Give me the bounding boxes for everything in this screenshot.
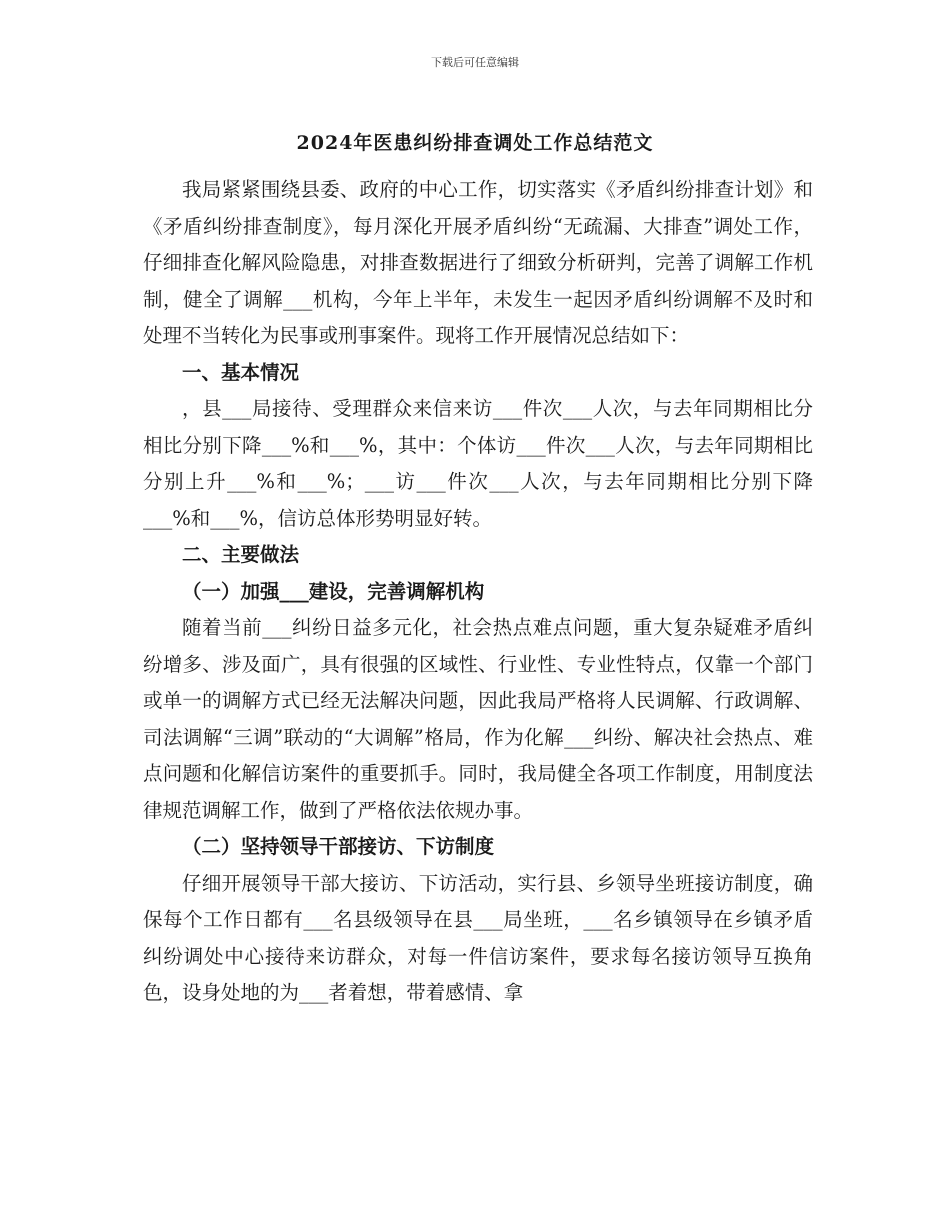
subsection-heading-leader-visits: （二）坚持领导干部接访、下访制度 — [182, 835, 495, 858]
subsection-heading-strengthen-construction: （一）加强___建设，完善调解机构 — [182, 579, 485, 603]
document-body — [143, 172, 813, 1012]
intro-paragraph: 我局紧紧围绕县委、政府的中心工作，切实落实《矛盾纠纷排查计划》和《矛盾纠纷排查制度》，每月深化开展矛盾纠纷“无疏漏、大排查”调处工作，仔细排查化解风险隐患，对排查数据进行了细致分析研判，完善了调解工作机制，健全了调解___机构，今年上半年，未发生一起因矛盾纠纷调解不及时和处理不当转化为民事或刑事案件。现将工作开展情况总结如下： — [143, 178, 813, 347]
strengthen-construction-paragraph: 随着当前___纠纷日益多元化，社会热点难点问题，重大复杂疑难矛盾纠纷增多、涉及面广，具有很强的区域性、行业性、专业性特点，仅靠一个部门或单一的调解方式已经无法解决问题，因此我局严格将人民调解、行政调解、司法调解“三调”联动的“大调解”格局，作为化解___纠纷、解决社会热点、难点问题和化解信访案件的重要抓手。同时，我局健全各项工作制度，用制度法律规范调解工作，做到了严格依法依规办事。 — [143, 616, 813, 822]
section-heading-main-practices: 二、主要做法 — [182, 543, 300, 566]
section-heading-basic-situation: 一、基本情况 — [182, 360, 300, 384]
header-note: 下载后可任意编辑 — [431, 56, 519, 69]
leader-visits-paragraph: 仔细开展领导干部大接访、下访活动，实行县、乡领导坐班接访制度，确保每个工作日都有___名县级领导在县___局坐班，___名乡镇领导在乡镇矛盾纠纷调处中心接待来访群众，对每一件信访案件，要求每名接访领导互换角色，设身处地的为___者着想，带着感情、拿 — [143, 871, 813, 1004]
basic-situation-paragraph: ，县___局接待、受理群众来信来访___件次___人次，与去年同期相比分相比分别下降___%和___%，其中：个体访___件次___人次，与去年同期相比分别上升___%和___%；___访___件次___人次，与去年同期相比分别下降___%和___%，信访总体形势明显好转。 — [143, 397, 813, 530]
document-title: 2024年医患纠纷排查调处工作总结范文 — [296, 132, 654, 154]
